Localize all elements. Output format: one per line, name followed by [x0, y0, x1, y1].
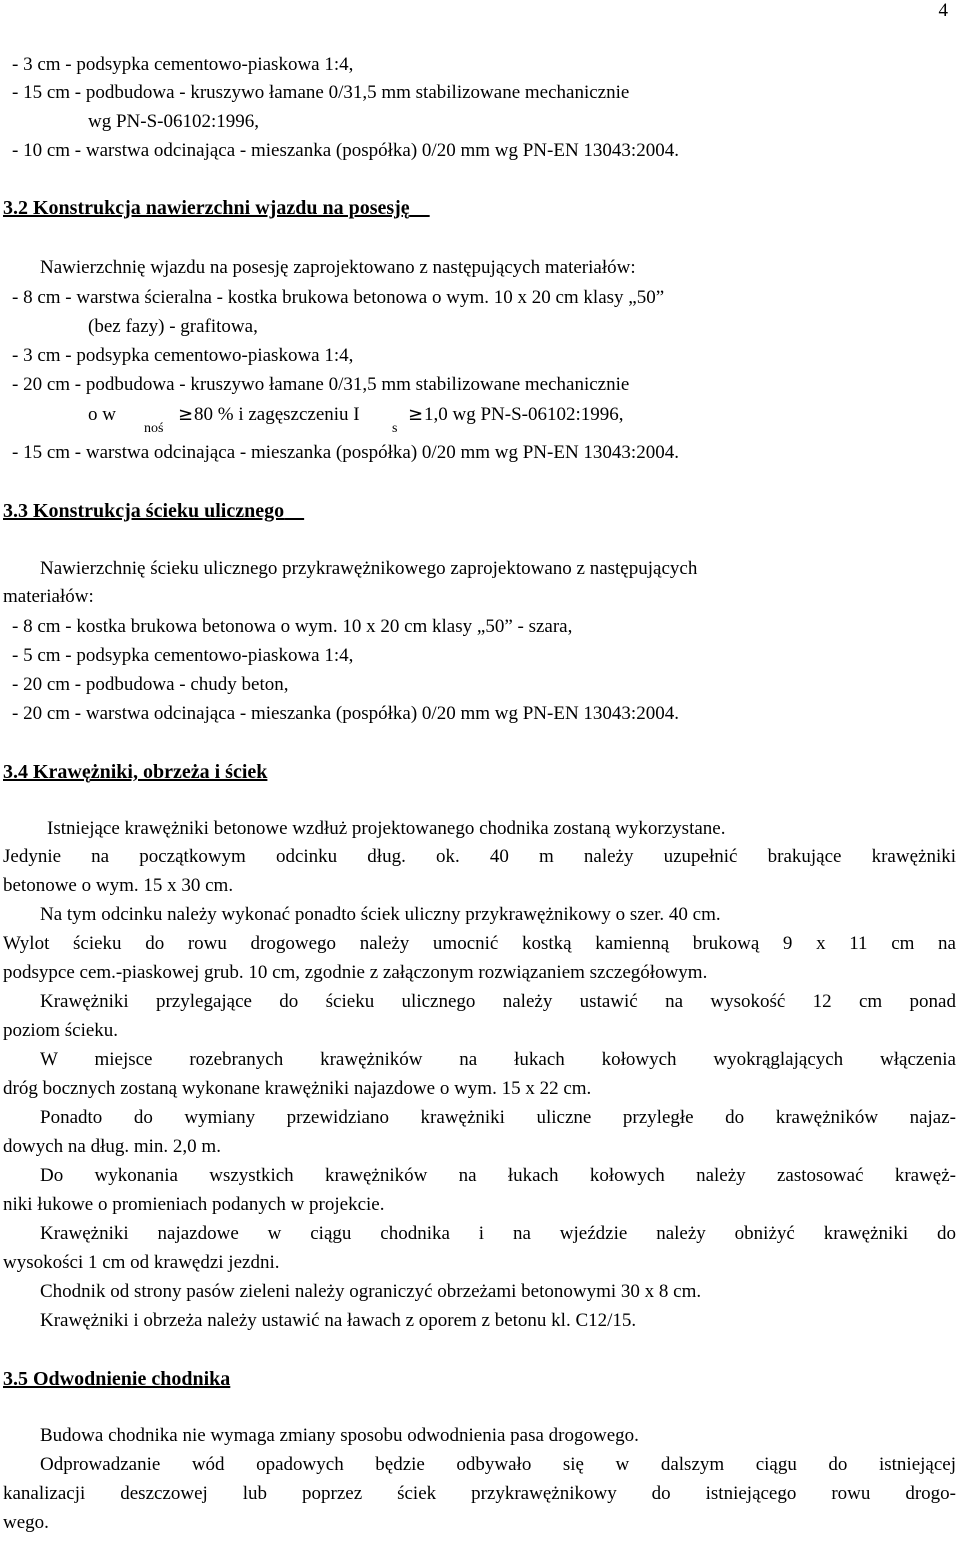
paragraph-intro: Nawierzchnię ścieku ulicznego przykrawężnikowego zaprojektowano z następujących: [40, 558, 698, 579]
paragraph-intro: Nawierzchnię wjazdu na posesję zaprojektowano z następujących materiałów:: [40, 257, 636, 278]
list-item: - 8 cm - warstwa ścieralna - kostka brukowa betonowa o wym. 10 x 20 cm klasy „50”: [12, 287, 665, 308]
paragraph-line: Do wykonania wszystkich krawężników na łukach kołowych należy zastosować krawęż-: [40, 1165, 956, 1186]
paragraph-line: Krawężniki i obrzeża należy ustawić na ławach z oporem z betonu kl. C12/15.: [40, 1310, 637, 1331]
formula-text-c: 1,0 wg PN-S-06102:1996,: [424, 404, 624, 425]
formula-text-a: o w: [88, 404, 116, 425]
paragraph-intro: materiałów:: [3, 586, 94, 607]
list-item: - 20 cm - podbudowa - kruszywo łamane 0/31,5 mm stabilizowane mechanicznie: [12, 374, 630, 395]
paragraph-line: Odprowadzanie wód opadowych będzie odbywało się w dalszym ciągu do istniejącej: [40, 1454, 956, 1475]
paragraph-line: Chodnik od strony pasów zieleni należy ograniczyć obrzeżami betonowymi 30 x 8 cm.: [40, 1281, 702, 1302]
list-item: - 20 cm - warstwa odcinająca - mieszanka (pospółka) 0/20 mm wg PN-EN 13043:2004.: [12, 703, 679, 724]
paragraph-line: podsypce cem.-piaskowej grub. 10 cm, zgodnie z załączonym rozwiązaniem szczegółowym.: [3, 962, 708, 983]
list-item: - 8 cm - kostka brukowa betonowa o wym. 10 x 20 cm klasy „50” - szara,: [12, 616, 573, 637]
section-heading-3-4: 3.4 Krawężniki, obrzeża i ściek: [3, 761, 268, 783]
paragraph-line: Budowa chodnika nie wymaga zmiany sposobu odwodnienia pasa drogowego.: [40, 1425, 639, 1446]
subscript-s: s: [392, 421, 398, 436]
list-item: - 3 cm - podsypka cementowo-piaskowa 1:4,: [12, 54, 354, 75]
paragraph-line: betonowe o wym. 15 x 30 cm.: [3, 875, 234, 896]
list-item: (bez fazy) - grafitowa,: [88, 316, 258, 337]
paragraph-line: Wylot ścieku do rowu drogowego należy umocnić kostką kamienną brukową 9 x 11 cm na: [3, 933, 956, 954]
paragraph-line: dróg bocznych zostaną wykonane krawężniki najazdowe o wym. 15 x 22 cm.: [3, 1078, 592, 1099]
formula-text-b: 80 % i zagęszczeniu I: [194, 404, 360, 425]
paragraph-line: Jedynie na początkowym odcinku dług. ok. 40 m należy uzupełnić brakujące krawężniki: [3, 846, 956, 867]
subscript-nos: noś: [144, 421, 164, 436]
paragraph-line: Ponadto do wymiany przewidziano krawężniki uliczne przyległe do krawężników najaz-: [40, 1107, 956, 1128]
page-number: 4: [938, 0, 948, 21]
paragraph-line: niki łukowe o promieniach podanych w projekcie.: [3, 1194, 385, 1215]
list-item: - 3 cm - podsypka cementowo-piaskowa 1:4,: [12, 345, 354, 366]
list-item: wg PN-S-06102:1996,: [88, 111, 260, 132]
paragraph-line: W miejsce rozebranych krawężników na łukach kołowych wyokrąglających włączenia: [40, 1049, 956, 1070]
section-heading-3-5: 3.5 Odwodnienie chodnika: [3, 1368, 231, 1390]
paragraph-line: wysokości 1 cm od krawędzi jezdni.: [3, 1252, 280, 1273]
paragraph-line: Krawężniki przylegające do ścieku ulicznego należy ustawić na wysokość 12 cm ponad: [40, 991, 956, 1012]
paragraph-line: Na tym odcinku należy wykonać ponadto ściek uliczny przykrawężnikowy o szer. 40 cm.: [40, 904, 721, 925]
section-heading-3-2: 3.2 Konstrukcja nawierzchni wjazdu na posesję: [3, 197, 410, 219]
geq-symbol: ≥: [408, 404, 424, 425]
paragraph-line: wego.: [3, 1512, 49, 1533]
list-item: - 15 cm - warstwa odcinająca - mieszanka (pospółka) 0/20 mm wg PN-EN 13043:2004.: [12, 442, 679, 463]
paragraph-line: Istniejące krawężniki betonowe wzdłuż projektowanego chodnika zostaną wykorzystane.: [47, 818, 726, 839]
list-item: - 15 cm - podbudowa - kruszywo łamane 0/31,5 mm stabilizowane mechanicznie: [12, 82, 630, 103]
paragraph-line: dowych na dług. min. 2,0 m.: [3, 1136, 221, 1157]
paragraph-line: kanalizacji deszczowej lub poprzez ściek przykrawężnikowy do istniejącego rowu drogo-: [3, 1483, 956, 1504]
list-item: - 20 cm - podbudowa - chudy beton,: [12, 674, 289, 695]
geq-symbol: ≥: [178, 404, 194, 425]
section-heading-3-3: 3.3 Konstrukcja ścieku ulicznego: [3, 500, 285, 522]
list-item: - 10 cm - warstwa odcinająca - mieszanka (pospółka) 0/20 mm wg PN-EN 13043:2004.: [12, 140, 679, 161]
list-item: - 5 cm - podsypka cementowo-piaskowa 1:4,: [12, 645, 354, 666]
paragraph-line: poziom ścieku.: [3, 1020, 119, 1041]
paragraph-line: Krawężniki najazdowe w ciągu chodnika i na wjeździe należy obniżyć krawężniki do: [40, 1223, 956, 1244]
